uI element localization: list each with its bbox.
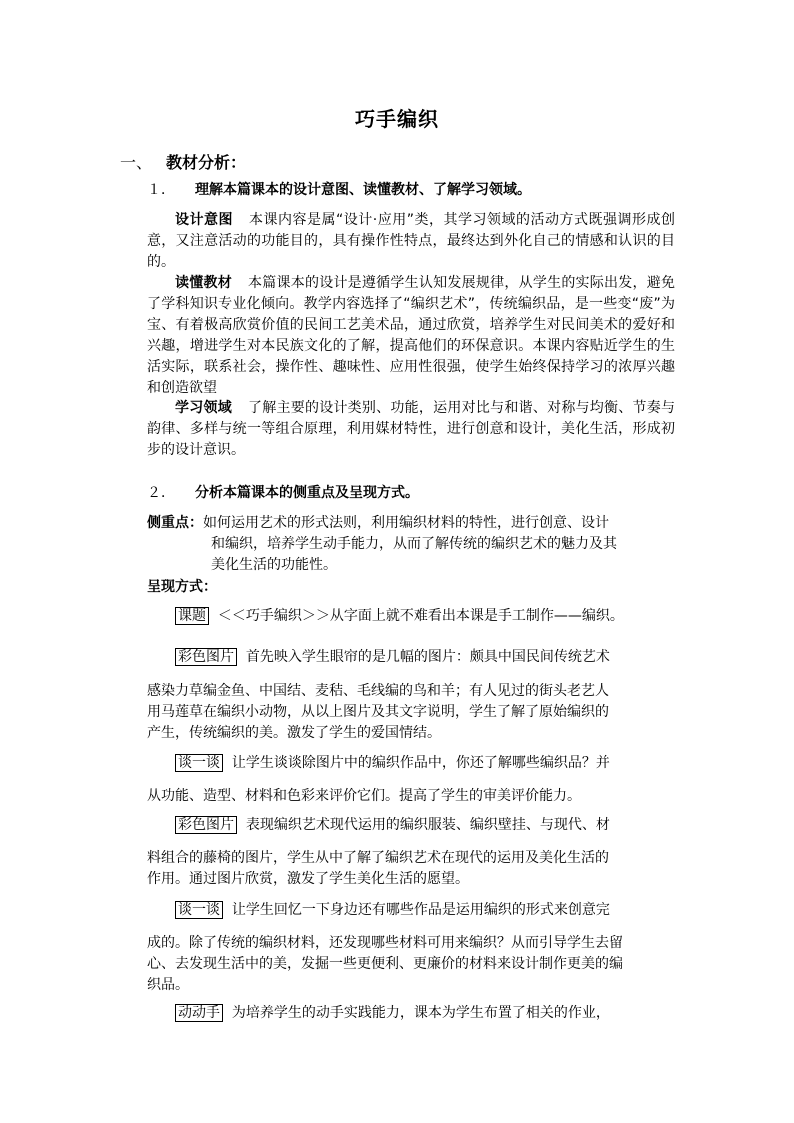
item-tag: 动动手	[175, 1004, 223, 1022]
item-text-line: 产生，传统编织的美。激发了学生的爱国情结。	[147, 725, 441, 741]
paragraph-design-intent	[147, 210, 675, 273]
item-text-line: 心、去发现生活中的美，发掘一些更便利、更廉价的材料来设计制作更美的编	[147, 956, 623, 972]
item-text: ＜＜巧手编织＞＞从字面上就不难看出本课是手工制作——编织。	[217, 608, 624, 624]
item-text: 表现编织艺术现代运用的编织服装、编织壁挂、与现代、材	[245, 817, 610, 833]
subsection-title: 理解本篇课本的设计意图、读懂教材、了解学习领域。	[195, 182, 531, 198]
item-text-line: 作用。通过图片欣赏，激发了学生美化生活的愿望。	[147, 871, 469, 887]
section-number: 一、	[120, 153, 153, 172]
subsection-number: ２．	[147, 485, 175, 501]
item-text-line: 用马莲草在编织小动物，从以上图片及其文字说明，学生了解了原始编织的	[147, 704, 609, 720]
item-tag: 彩色图片	[175, 648, 237, 666]
paragraph-lead: 读懂教材	[175, 275, 232, 291]
section-heading-1	[120, 150, 246, 173]
focus-line: 如何运用艺术的形式法则，利用编织材料的特性，进行创意、设计	[203, 515, 609, 531]
item-tag: 谈一谈	[175, 754, 223, 772]
paragraph-read-textbook	[147, 273, 675, 399]
page-title: 巧手编织	[355, 107, 439, 131]
focus-line: 和编织，培养学生动手能力，从而了解传统的编织艺术的魅力及其	[211, 536, 617, 552]
item-tag: 课题	[175, 607, 209, 625]
item-text: 让学生回忆一下身边还有哪些作品是运用编织的形式来创意完	[231, 902, 610, 918]
paragraph-body: 本课内容是属“设计·应用”类，其学习领域的活动方式既强调形成创意，又注意活动的功能目的，具有操作性特点，最终达到外化自己的情感和认识的目的。	[147, 212, 675, 270]
paragraph-lead: 设计意图	[175, 212, 234, 228]
subsection-title: 分析本篇课本的侧重点及呈现方式。	[195, 485, 419, 501]
presentation-item-hands-on	[147, 1003, 703, 1024]
item-text-line: 织品。	[147, 977, 189, 993]
item-text: 首先映入学生眼帘的是几幅的图片：颇具中国民间传统艺术	[245, 649, 610, 665]
paragraph-body: 本篇课本的设计是遵循学生认知发展规律，从学生的实际出发，避免了学科知识专业化倾向。教学内容选择了“编织艺术”，传统编织品，是一些变“废”为宝、有着极高欣赏价值的民间工艺美术品，通过欣赏，培养学生对民间美术的爱好和兴趣，增进学生对本民族文化的了解，提高他们的环保意识。本课内容贴近学生的生活实际，联系社会，操作性、趣味性、应用性很强，使学生始终保持学习的浓厚兴趣和创造欲望	[147, 275, 676, 396]
item-text-line: 成的。除了传统的编织材料，还发现哪些材料可用来编织？从而引导学生去留	[147, 935, 623, 951]
subsection-heading-2	[147, 482, 419, 502]
item-text-line: 料组合的藤椅的图片，学生从中了解了编织艺术在现代的运用及美化生活的	[147, 850, 609, 866]
subsection-heading-1	[147, 179, 531, 199]
focus-line: 美化生活的功能性。	[211, 557, 337, 573]
focus-block	[147, 513, 675, 576]
paragraph-lead: 学习领域	[175, 400, 232, 416]
presentation-item-discuss	[147, 753, 703, 774]
item-tag: 彩色图片	[175, 816, 237, 834]
paragraph-body: 了解主要的设计类别、功能，运用对比与和谐、对称与均衡、节奏与韵律、多样与统一等组合原理，利用媒材特性，进行创意和设计，美化生活，形成初步的设计意识。	[147, 400, 676, 458]
focus-label: 侧重点：	[147, 515, 203, 531]
paragraph-learning-field	[147, 398, 675, 461]
item-text-line: 感染力草编金鱼、中国结、麦秸、毛线编的鸟和羊；有人见过的街头老艺人	[147, 683, 609, 699]
section-title: 教材分析：	[166, 153, 247, 172]
item-text-line: 从功能、造型、材料和色彩来评价它们。提高了学生的审美评价能力。	[147, 788, 581, 804]
item-text: 让学生谈谈除图片中的编织作品中，你还了解哪些编织品？并	[231, 755, 610, 771]
presentation-label: 呈现方式：	[147, 579, 217, 595]
item-text: 为培养学生的动手实践能力，课本为学生布置了相关的作业，	[231, 1005, 610, 1021]
item-tag: 谈一谈	[175, 901, 223, 919]
presentation-item-title	[147, 606, 703, 627]
subsection-number: １．	[147, 182, 175, 198]
presentation-item-discuss-2	[147, 900, 703, 921]
presentation-item-color-images	[147, 647, 703, 668]
presentation-item-color-images-2	[147, 815, 703, 836]
